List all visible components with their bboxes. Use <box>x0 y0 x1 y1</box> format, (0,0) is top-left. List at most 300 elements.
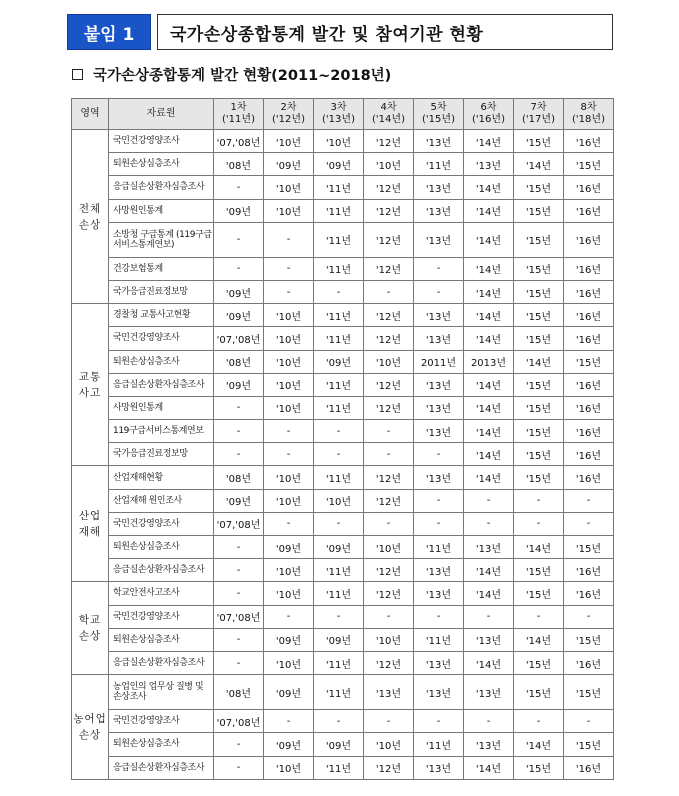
year-cell: '16년 <box>564 396 614 419</box>
source-cell: 119구급서비스통계연보 <box>109 420 214 443</box>
area-cell <box>72 675 109 780</box>
year-cell: '15년 <box>514 675 564 710</box>
year-cell: '14년 <box>464 651 514 674</box>
year-cell: '10년 <box>264 327 314 350</box>
year-cell: - <box>414 605 464 628</box>
year-cell: '07,'08년 <box>214 327 264 350</box>
year-cell: '15년 <box>514 420 564 443</box>
year-cell: - <box>514 489 564 512</box>
source-cell: 국민건강영양조사 <box>109 605 214 628</box>
area-label: 손상 <box>78 728 102 741</box>
area-label: 농어업 <box>73 712 107 725</box>
year-cell: - <box>214 559 264 582</box>
year-cell: '09년 <box>214 489 264 512</box>
year-cell: '10년 <box>314 489 364 512</box>
source-cell: 소방청 구급통계 (119구급서비스통계연보) <box>109 222 214 257</box>
year-cell: - <box>314 280 364 303</box>
table-row <box>72 710 614 733</box>
source-cell: 산업재해현황 <box>109 466 214 489</box>
year-cell: '16년 <box>564 130 614 153</box>
table-header-row <box>72 99 614 130</box>
year-cell: '14년 <box>464 327 514 350</box>
year-cell: - <box>464 710 514 733</box>
year-cell: '11년 <box>314 373 364 396</box>
year-cell: '09년 <box>264 628 314 651</box>
year-cell: 2013년 <box>464 350 514 373</box>
year-cell: '12년 <box>364 304 414 327</box>
year-cell: '13년 <box>414 582 464 605</box>
edition-year: ('17년) <box>522 114 555 125</box>
year-cell: '14년 <box>464 420 514 443</box>
header-edition <box>264 99 314 130</box>
year-cell: '13년 <box>364 675 414 710</box>
year-cell: - <box>264 280 314 303</box>
year-cell: '14년 <box>464 373 514 396</box>
source-cell: 응급실손상환자심층조사 <box>109 373 214 396</box>
year-cell: '10년 <box>264 651 314 674</box>
area-cell <box>72 130 109 304</box>
table-row <box>72 373 614 396</box>
year-cell: - <box>414 512 464 535</box>
year-cell: '11년 <box>414 628 464 651</box>
year-cell: - <box>314 512 364 535</box>
year-cell: - <box>314 443 364 466</box>
publication-table <box>71 98 614 780</box>
year-cell: '13년 <box>414 373 464 396</box>
source-cell: 사망원인통계 <box>109 396 214 419</box>
year-cell: - <box>214 536 264 559</box>
year-cell: - <box>314 710 364 733</box>
table-row <box>72 582 614 605</box>
year-cell: '14년 <box>514 153 564 176</box>
header-edition <box>464 99 514 130</box>
year-cell: '12년 <box>364 466 414 489</box>
annex-header <box>67 14 613 50</box>
year-cell: - <box>264 222 314 257</box>
edition-number: 4차 <box>380 102 397 113</box>
source-cell: 국민건강영양조사 <box>109 710 214 733</box>
source-cell: 경찰청 교통사고현황 <box>109 304 214 327</box>
year-cell: '15년 <box>514 327 564 350</box>
table-row <box>72 199 614 222</box>
table-row <box>72 280 614 303</box>
year-cell: '11년 <box>314 559 364 582</box>
header-area: 영역 <box>72 99 109 130</box>
year-cell: '12년 <box>364 559 414 582</box>
year-cell: - <box>414 257 464 280</box>
year-cell: '12년 <box>364 130 414 153</box>
table-row <box>72 733 614 756</box>
year-cell: '13년 <box>414 420 464 443</box>
year-cell: - <box>364 710 414 733</box>
year-cell: '10년 <box>264 130 314 153</box>
year-cell: '11년 <box>314 396 364 419</box>
year-cell: '14년 <box>464 130 514 153</box>
year-cell: '15년 <box>564 153 614 176</box>
area-label: 산업 <box>78 509 102 522</box>
source-cell: 퇴원손상심층조사 <box>109 733 214 756</box>
edition-year: ('14년) <box>372 114 405 125</box>
year-cell: '12년 <box>364 222 414 257</box>
year-cell: '10년 <box>264 756 314 779</box>
area-cell <box>72 466 109 582</box>
year-cell: - <box>414 280 464 303</box>
year-cell: '12년 <box>364 327 414 350</box>
source-cell: 국민건강영양조사 <box>109 327 214 350</box>
year-cell: '14년 <box>464 396 514 419</box>
year-cell: '07,'08년 <box>214 605 264 628</box>
year-cell: - <box>564 512 614 535</box>
edition-year: ('18년) <box>572 114 605 125</box>
year-cell: 2011년 <box>414 350 464 373</box>
year-cell: '13년 <box>414 199 464 222</box>
year-cell: '10년 <box>264 396 314 419</box>
edition-year: ('16년) <box>472 114 505 125</box>
year-cell: '15년 <box>514 582 564 605</box>
year-cell: '09년 <box>214 373 264 396</box>
year-cell: '14년 <box>514 536 564 559</box>
year-cell: '14년 <box>514 350 564 373</box>
year-cell: '11년 <box>314 327 364 350</box>
year-cell: '16년 <box>564 420 614 443</box>
year-cell: '15년 <box>564 733 614 756</box>
source-cell: 응급실손상환자심층조사 <box>109 651 214 674</box>
year-cell: - <box>414 710 464 733</box>
year-cell: '10년 <box>264 304 314 327</box>
year-cell: '11년 <box>414 153 464 176</box>
table-row <box>72 153 614 176</box>
year-cell: '16년 <box>564 280 614 303</box>
year-cell: - <box>264 512 314 535</box>
year-cell: '07,'08년 <box>214 130 264 153</box>
table-row <box>72 176 614 199</box>
year-cell: '11년 <box>314 304 364 327</box>
year-cell: '15년 <box>514 130 564 153</box>
header-edition <box>414 99 464 130</box>
year-cell: - <box>364 443 414 466</box>
year-cell: '16년 <box>564 582 614 605</box>
year-cell: '09년 <box>214 199 264 222</box>
year-cell: '10년 <box>264 582 314 605</box>
year-cell: - <box>214 420 264 443</box>
year-cell: '09년 <box>214 280 264 303</box>
year-cell: - <box>564 489 614 512</box>
area-cell <box>72 304 109 466</box>
year-cell: '10년 <box>264 466 314 489</box>
table-row <box>72 628 614 651</box>
year-cell: - <box>364 280 414 303</box>
year-cell: - <box>414 443 464 466</box>
year-cell: '09년 <box>264 536 314 559</box>
table-row <box>72 651 614 674</box>
source-cell: 응급실손상환자심층조사 <box>109 176 214 199</box>
year-cell: '07,'08년 <box>214 512 264 535</box>
year-cell: '13년 <box>464 675 514 710</box>
year-cell: - <box>264 710 314 733</box>
year-cell: '11년 <box>314 651 364 674</box>
source-cell: 퇴원손상심층조사 <box>109 350 214 373</box>
year-cell: - <box>364 605 414 628</box>
source-cell: 국가응급진료정보망 <box>109 443 214 466</box>
year-cell: '07,'08년 <box>214 710 264 733</box>
year-cell: '12년 <box>364 199 414 222</box>
year-cell: - <box>214 628 264 651</box>
edition-year: ('12년) <box>272 114 305 125</box>
area-label: 학교 <box>78 614 102 627</box>
year-cell: '13년 <box>414 396 464 419</box>
year-cell: '15년 <box>514 199 564 222</box>
year-cell: - <box>514 512 564 535</box>
header-edition <box>314 99 364 130</box>
area-cell <box>72 582 109 675</box>
year-cell: '08년 <box>214 153 264 176</box>
year-cell: '11년 <box>314 675 364 710</box>
year-cell: '14년 <box>464 559 514 582</box>
year-cell: '11년 <box>414 536 464 559</box>
year-cell: - <box>214 176 264 199</box>
year-cell: '09년 <box>264 153 314 176</box>
year-cell: - <box>214 443 264 466</box>
year-cell: '15년 <box>514 559 564 582</box>
year-cell: '14년 <box>464 443 514 466</box>
table-row <box>72 559 614 582</box>
edition-number: 1차 <box>230 102 247 113</box>
year-cell: '15년 <box>514 304 564 327</box>
header-edition <box>364 99 414 130</box>
table-row <box>72 327 614 350</box>
year-cell: '13년 <box>464 153 514 176</box>
year-cell: '11년 <box>314 222 364 257</box>
year-cell: - <box>214 257 264 280</box>
area-label: 사고 <box>78 386 102 399</box>
table-row <box>72 304 614 327</box>
year-cell: '14년 <box>514 628 564 651</box>
year-cell: '15년 <box>514 466 564 489</box>
year-cell: '13년 <box>414 651 464 674</box>
year-cell: '09년 <box>314 628 364 651</box>
table-row <box>72 675 614 710</box>
year-cell: '16년 <box>564 466 614 489</box>
year-cell: '09년 <box>314 733 364 756</box>
year-cell: - <box>414 489 464 512</box>
area-label: 손상 <box>78 218 102 231</box>
year-cell: '15년 <box>514 222 564 257</box>
table-row <box>72 489 614 512</box>
year-cell: '08년 <box>214 466 264 489</box>
year-cell: '09년 <box>214 304 264 327</box>
year-cell: '16년 <box>564 373 614 396</box>
year-cell: - <box>214 396 264 419</box>
table-row <box>72 466 614 489</box>
year-cell: '09년 <box>264 733 314 756</box>
year-cell: '15년 <box>564 675 614 710</box>
year-cell: '15년 <box>514 396 564 419</box>
source-cell: 퇴원손상심층조사 <box>109 628 214 651</box>
year-cell: '16년 <box>564 199 614 222</box>
year-cell: - <box>364 512 414 535</box>
year-cell: '12년 <box>364 396 414 419</box>
table-row <box>72 350 614 373</box>
year-cell: '10년 <box>264 199 314 222</box>
year-cell: '12년 <box>364 373 414 396</box>
year-cell: '16년 <box>564 559 614 582</box>
table-body <box>72 130 614 780</box>
year-cell: - <box>564 605 614 628</box>
year-cell: '16년 <box>564 176 614 199</box>
year-cell: '11년 <box>314 582 364 605</box>
year-cell: '13년 <box>414 304 464 327</box>
source-cell: 응급실손상환자심층조사 <box>109 559 214 582</box>
year-cell: '15년 <box>564 350 614 373</box>
year-cell: '10년 <box>314 130 364 153</box>
area-label: 재해 <box>78 525 102 538</box>
source-cell: 응급실손상환자심층조사 <box>109 756 214 779</box>
table-row <box>72 222 614 257</box>
source-cell: 학교안전사고조사 <box>109 582 214 605</box>
year-cell: - <box>564 710 614 733</box>
subtitle-text: 국가손상종합통계 발간 현황(2011~2018년) <box>93 67 392 84</box>
year-cell: '14년 <box>514 733 564 756</box>
source-cell: 농업인의 업무상 질병 및 손상조사 <box>109 675 214 710</box>
year-cell: '16년 <box>564 443 614 466</box>
source-cell: 국가응급진료정보망 <box>109 280 214 303</box>
edition-year: ('13년) <box>322 114 355 125</box>
table-row <box>72 443 614 466</box>
year-cell: '15년 <box>514 176 564 199</box>
edition-year: ('15년) <box>422 114 455 125</box>
year-cell: '12년 <box>364 651 414 674</box>
year-cell: '13년 <box>414 327 464 350</box>
year-cell: '15년 <box>514 257 564 280</box>
year-cell: '08년 <box>214 350 264 373</box>
year-cell: '14년 <box>464 222 514 257</box>
source-cell: 퇴원손상심층조사 <box>109 153 214 176</box>
year-cell: '13년 <box>414 176 464 199</box>
source-cell: 건강보험통계 <box>109 257 214 280</box>
page-title: 국가손상종합통계 발간 및 참여기관 현황 <box>157 14 613 50</box>
year-cell: '13년 <box>464 628 514 651</box>
year-cell: '14년 <box>464 199 514 222</box>
year-cell: '13년 <box>414 466 464 489</box>
header-edition <box>564 99 614 130</box>
source-cell: 사망원인통계 <box>109 199 214 222</box>
year-cell: '11년 <box>414 733 464 756</box>
area-label: 교통 <box>78 370 102 383</box>
year-cell: '12년 <box>364 257 414 280</box>
year-cell: '13년 <box>414 756 464 779</box>
year-cell: '10년 <box>264 350 314 373</box>
year-cell: '15년 <box>514 651 564 674</box>
annex-badge: 붙임 1 <box>67 14 151 50</box>
table-row <box>72 257 614 280</box>
source-cell: 산업재해 원인조사 <box>109 489 214 512</box>
year-cell: '14년 <box>464 176 514 199</box>
year-cell: '12년 <box>364 176 414 199</box>
year-cell: '13년 <box>464 733 514 756</box>
edition-number: 5차 <box>430 102 447 113</box>
year-cell: - <box>214 651 264 674</box>
year-cell: '14년 <box>464 304 514 327</box>
edition-number: 2차 <box>280 102 297 113</box>
year-cell: '16년 <box>564 651 614 674</box>
year-cell: '15년 <box>564 536 614 559</box>
edition-number: 8차 <box>580 102 597 113</box>
year-cell: '14년 <box>464 466 514 489</box>
header-edition <box>514 99 564 130</box>
year-cell: - <box>264 257 314 280</box>
source-cell: 국민건강영양조사 <box>109 512 214 535</box>
year-cell: '09년 <box>314 536 364 559</box>
year-cell: - <box>214 222 264 257</box>
year-cell: '10년 <box>264 559 314 582</box>
year-cell: - <box>314 420 364 443</box>
year-cell: '16년 <box>564 304 614 327</box>
year-cell: '16년 <box>564 222 614 257</box>
year-cell: - <box>214 756 264 779</box>
year-cell: '13년 <box>464 536 514 559</box>
year-cell: - <box>214 582 264 605</box>
table-row <box>72 420 614 443</box>
year-cell: '10년 <box>264 176 314 199</box>
year-cell: - <box>464 605 514 628</box>
table-row <box>72 756 614 779</box>
table-row <box>72 396 614 419</box>
table-row <box>72 512 614 535</box>
table-row <box>72 605 614 628</box>
year-cell: '16년 <box>564 327 614 350</box>
year-cell: '13년 <box>414 130 464 153</box>
year-cell: '09년 <box>314 350 364 373</box>
year-cell: '10년 <box>364 350 414 373</box>
year-cell: - <box>514 710 564 733</box>
year-cell: '13년 <box>414 559 464 582</box>
year-cell: '11년 <box>314 176 364 199</box>
year-cell: '12년 <box>364 756 414 779</box>
year-cell: - <box>364 420 414 443</box>
year-cell: - <box>264 605 314 628</box>
table-row <box>72 536 614 559</box>
year-cell: '10년 <box>264 373 314 396</box>
year-cell: '14년 <box>464 280 514 303</box>
area-label: 손상 <box>78 630 102 643</box>
year-cell: '09년 <box>264 675 314 710</box>
year-cell: '15년 <box>514 280 564 303</box>
year-cell: '10년 <box>364 628 414 651</box>
year-cell: '15년 <box>514 373 564 396</box>
table-row <box>72 130 614 153</box>
year-cell: - <box>514 605 564 628</box>
header-edition <box>214 99 264 130</box>
checkbox-square-icon <box>72 69 83 80</box>
area-label: 전체 <box>78 202 102 215</box>
edition-year: ('11년) <box>222 114 255 125</box>
year-cell: - <box>314 605 364 628</box>
year-cell: '15년 <box>564 628 614 651</box>
year-cell: - <box>264 443 314 466</box>
source-cell: 국민건강영양조사 <box>109 130 214 153</box>
year-cell: '10년 <box>364 153 414 176</box>
edition-number: 6차 <box>480 102 497 113</box>
header-source: 자료원 <box>109 99 214 130</box>
section-subtitle <box>72 64 391 84</box>
year-cell: '15년 <box>514 443 564 466</box>
year-cell: '10년 <box>364 536 414 559</box>
year-cell: '16년 <box>564 257 614 280</box>
year-cell: '16년 <box>564 756 614 779</box>
year-cell: '14년 <box>464 257 514 280</box>
year-cell: '12년 <box>364 489 414 512</box>
year-cell: '11년 <box>314 257 364 280</box>
